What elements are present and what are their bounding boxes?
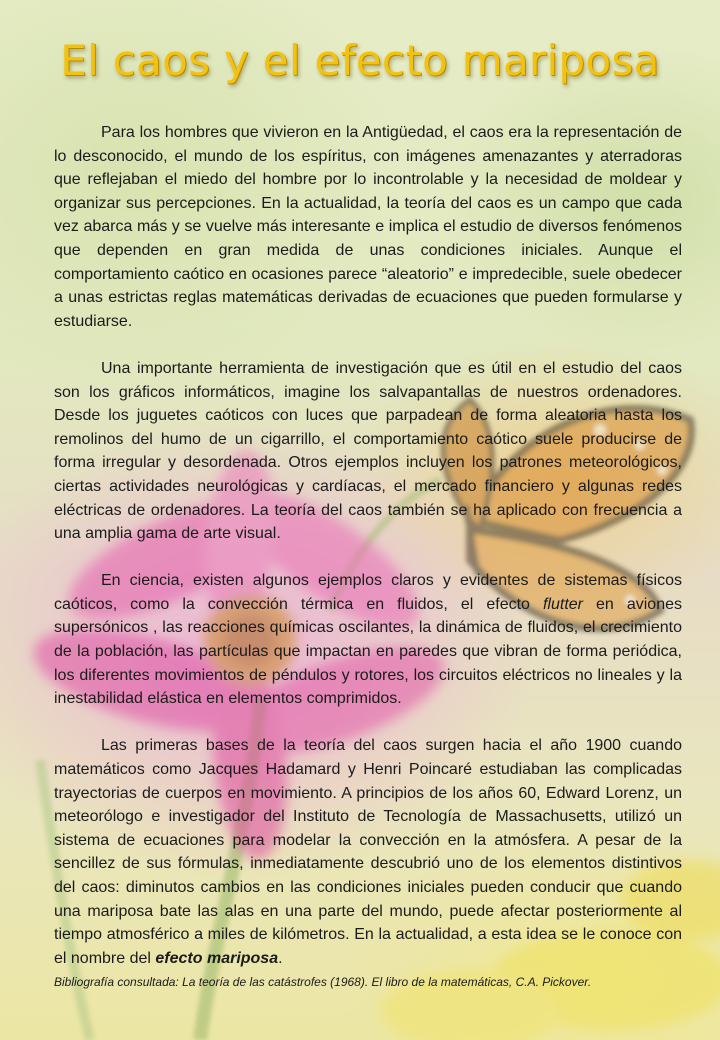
paragraph-historia-end: . [278,949,283,967]
paragraph-historia [54,734,682,970]
paragraph-ciencia [54,569,682,711]
bibliography-note: Bibliografía consultada: La teoría de las catástrofes (1968). El libro de la matemáticas, C.A. Pickover. [54,975,592,989]
paragraph-antiguedad: Para los hombres que vivieron en la Antigüedad, el caos era la representación de lo desconocido, el mundo de los espíritus, con imágenes amenazantes y aterradoras que reflejaban el miedo del hombre por lo incontrolable y la necesidad de moldear y organizar sus percepciones. En la actualidad, la teoría del caos es un campo que cada vez abarca más y se vuelve más interesante e implica el estudio de diversos fenómenos que dependen en gran medida de unas condiciones iniciales. Aunque el comportamiento caótico en ocasiones parece “aleatorio” e impredecible, suele obedecer a unas estrictas reglas matemáticas derivadas de ecuaciones que pueden formularse y estudiarse. [54,124,682,330]
paragraph-historia-text: Las primeras bases de la teoría del caos surgen hacia el año 1900 cuando matemáticos como Jacques Hadamard y Henri Poincaré estudiaban las complicadas trayectorias de cuerpos en movimiento. A principios de los años 60, Edward Lorenz, un meteorólogo e investigador del Instituto de Tecnología de Massachusetts, utilizó un sistema de ecuaciones para modelar la convección en la atmósfera. A pesar de la sencillez de sus fórmulas, inmediatamente descubrió uno de los elementos distintivos del caos: diminutos cambios en las condiciones iniciales pueden conducir que cuando una mariposa bate las alas en una parte del mundo, puede afectar posteriormente al tiempo atmosférico a miles de kilómetros. En la actualidad, a esta idea se le conoce con el nombre del [54,737,682,967]
article-body [54,121,682,970]
efecto-mariposa-term: efecto mariposa [155,949,279,967]
paragraph-ciencia-text-end: en aviones supersónicos , las reacciones químicas oscilantes, la dinámica de fluidos, el crecimiento de la población, las partículas que impactan en paredes que vibran de forma periódica, los diferentes movimientos de péndulos y rotores, los circuitos eléctricos no lineales y la inestabilidad elástica en elementos comprimidos. [54,595,682,708]
page-title: El caos y el efecto mariposa [60,36,660,85]
paragraph-graficos: Una importante herramienta de investigación que es útil en el estudio del caos son los gráficos informáticos, imagine los salvapantallas de nuestros ordenadores. Desde los juguetes caóticos con luces que parpadean de forma aleatoria hasta los remolinos del humo de un cigarrillo, el comportamiento caótico suele producirse de forma irregular y desordenada. Otros ejemplos incluyen los patrones meteorológicos, ciertas actividades neurológicas y cardíacas, el mercado financiero y algunas redes eléctricas de ordenadores. La teoría del caos también se ha aplicado con frecuencia a una amplia gama de arte visual. [54,359,682,543]
paragraph-ciencia-text-start: En ciencia, existen algunos ejemplos claros y evidentes de sistemas físicos caóticos, como la convección térmica en fluidos, el efecto [54,572,682,613]
flutter-term: flutter [542,595,583,613]
